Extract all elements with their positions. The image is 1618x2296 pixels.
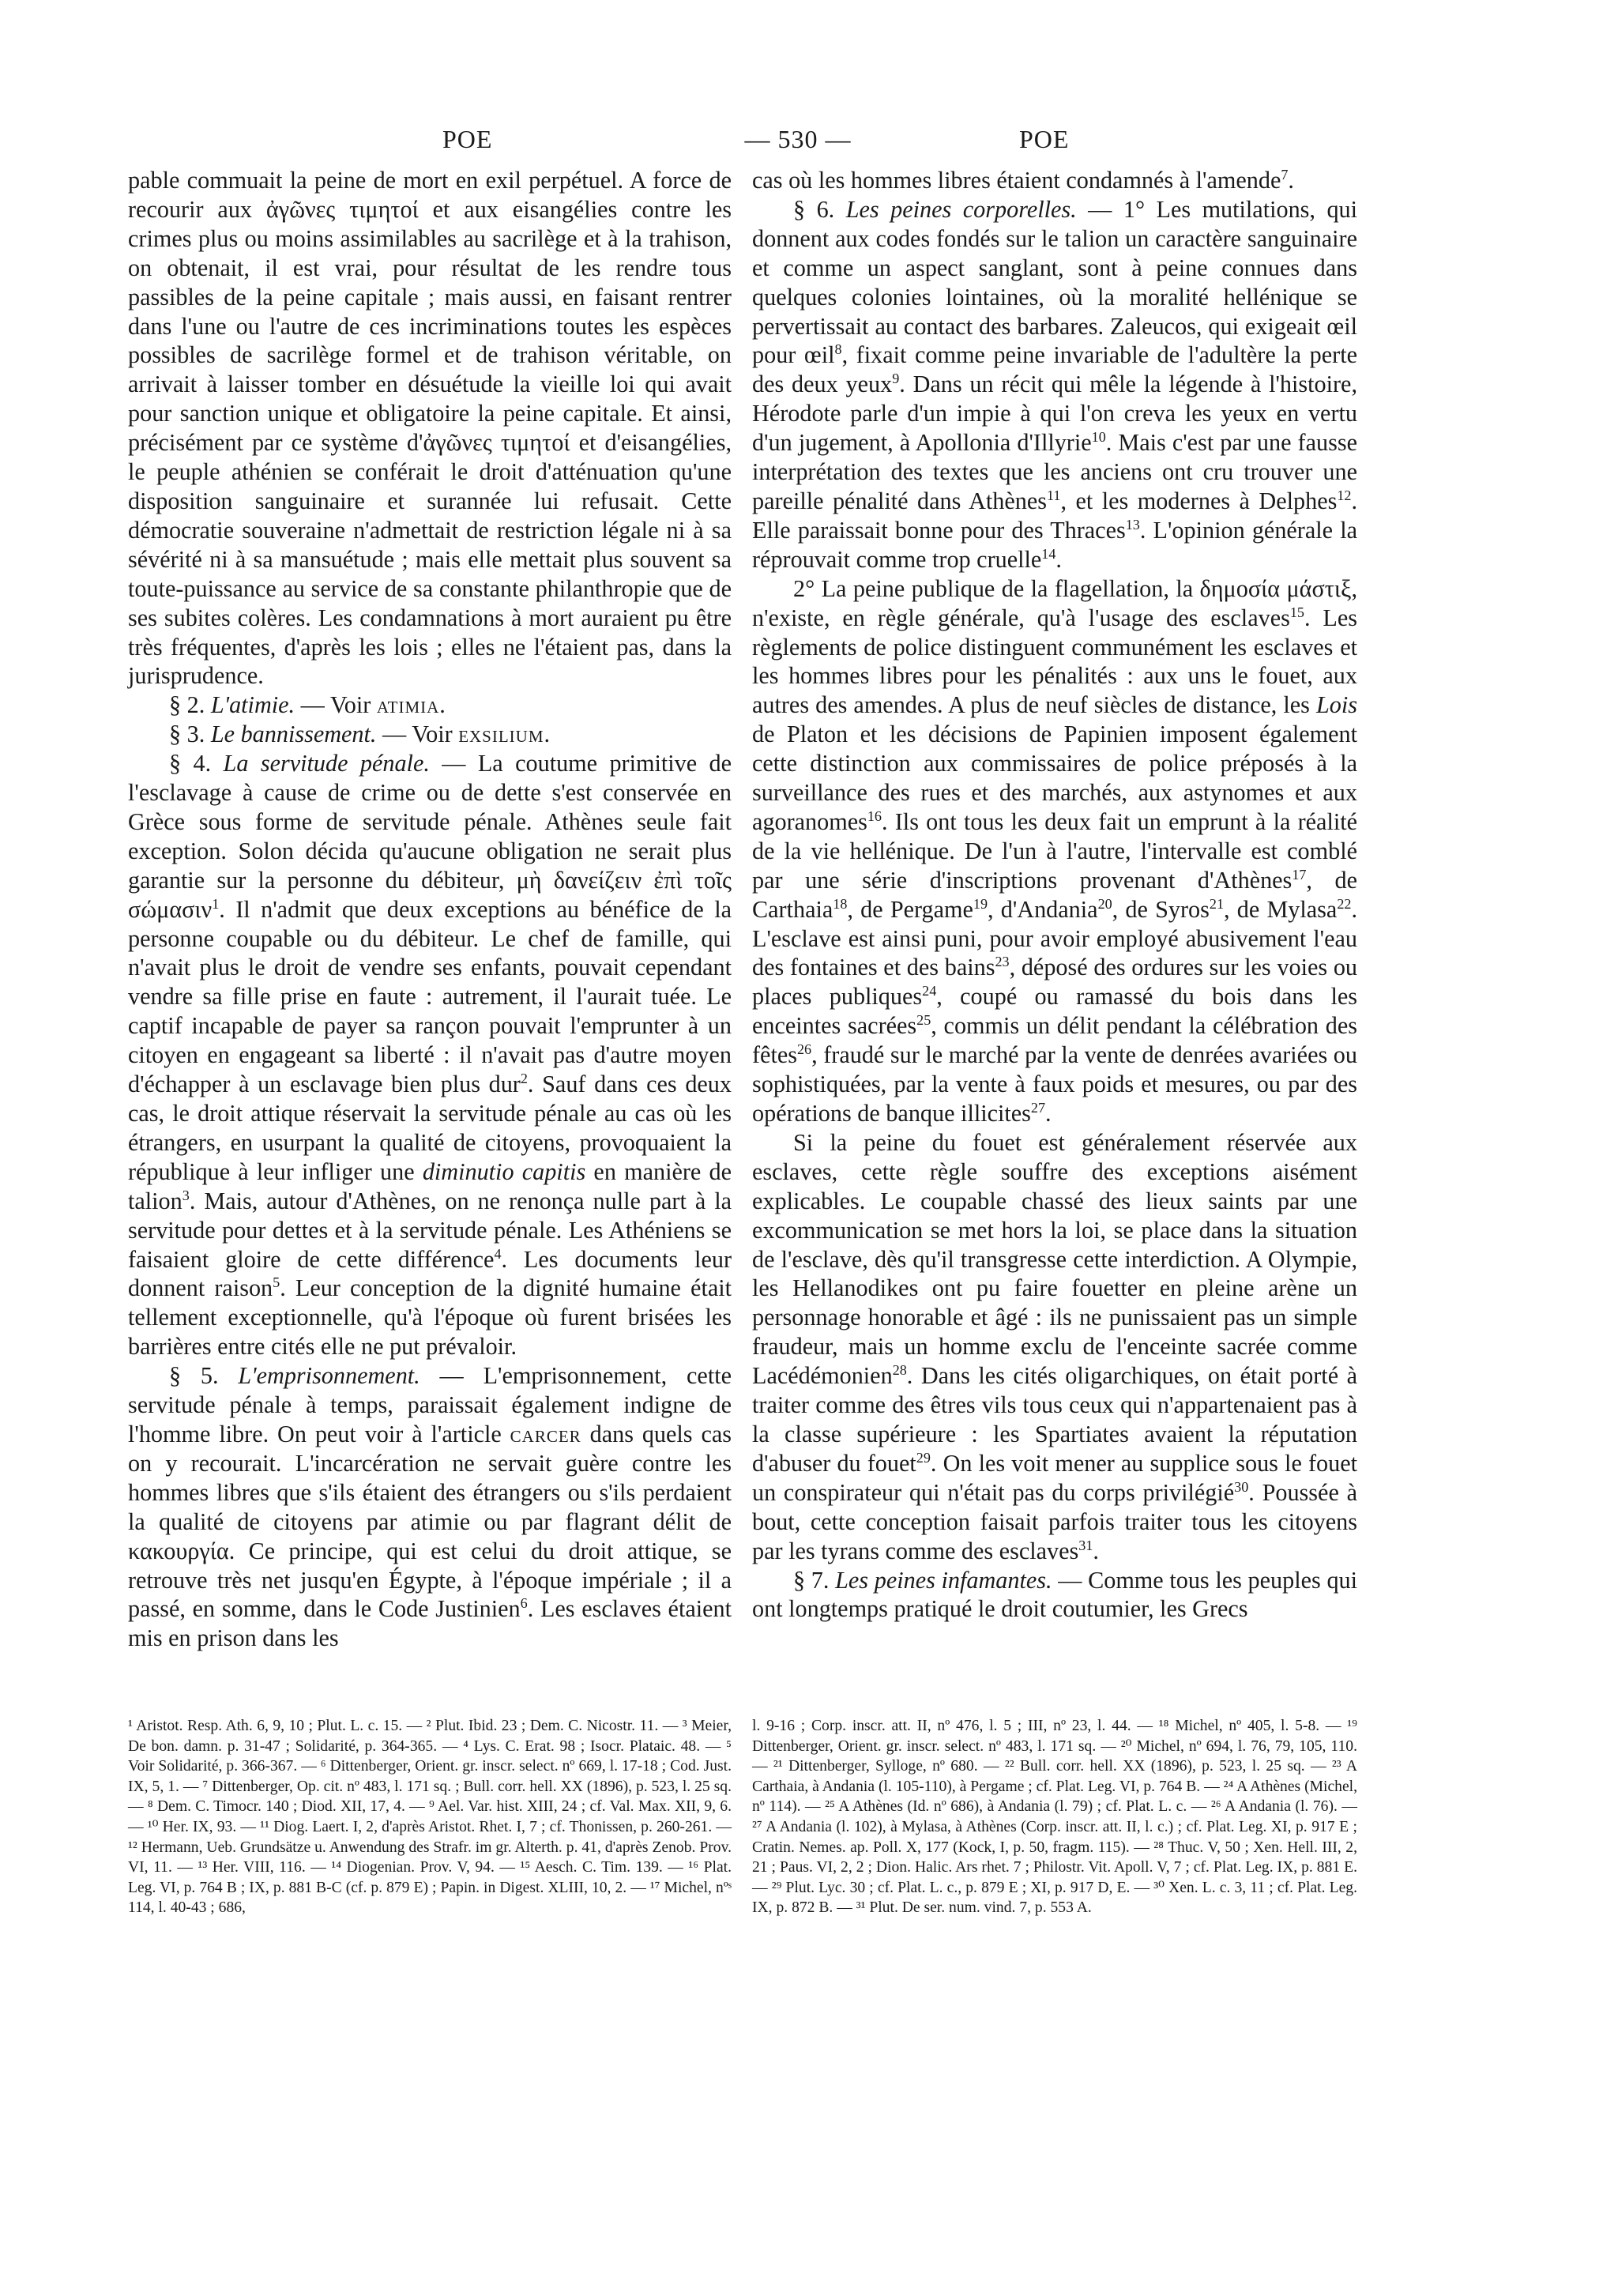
footnote-ref: 6 bbox=[520, 1595, 528, 1612]
footnote-ref: 14 bbox=[1041, 545, 1056, 562]
footnote-ref: 11 bbox=[1047, 487, 1061, 503]
section-title: La servitude pénale. bbox=[223, 750, 430, 777]
footnote-ref: 25 bbox=[916, 1012, 931, 1029]
section-number: § 2. bbox=[169, 691, 205, 719]
footnotes-left: ¹ Aristot. Resp. Ath. 6, 9, 10 ; Plut. L. c. 15. — ² Plut. Ibid. 23 ; Dem. C. Nicostr. 11. — ³ Meier, De bon. damn. p. 31-47 ; Solidarité, p. 364-365. — ⁴ Lys. C. Erat. 98 ; Isocr. Plataic. 48. — ⁵ Voir Solidarité, p. 366-367. — ⁶ Dittenberger, Orient. gr. inscr. select. nº 669, l. 17-18 ; Cod. Just. IX, 5, 1. — ⁷ Dittenberger, Op. cit. nº 483, l. 171 sq. ; Bull. corr. hell. XX (1896), p. 523, l. 25 sq. — ⁸ Dem. C. Timocr. 140 ; Diod. XII, 17, 4. — ⁹ Ael. Var. hist. XIII, 24 ; cf. Val. Max. XII, 9, 6. — ¹⁰ Her. IX, 93. — ¹¹ Diog. Laert. I, 2, d'après Aristot. Rhet. I, 7 ; cf. Thonissen, p. 260-261. — ¹² Hermann, Ueb. Grundsätze u. Anwendung des Strafr. im gr. Alterth. p. 41, d'après Zenob. Prov. VI, 11. — ¹³ Her. VIII, 116. — ¹⁴ Diogenian. Prov. V, 94. — ¹⁵ Aesch. C. Tim. 139. — ¹⁶ Plat. Leg. VI, p. 764 B ; IX, p. 881 B-C (cf. p. 879 E) ; Papin. in Digest. XLIII, 10, 2. — ¹⁷ Michel, nºˢ 114, l. 40-43 ; 686, bbox=[128, 1718, 732, 1917]
footnote-ref: 3 bbox=[182, 1187, 190, 1203]
section-number: § 7. bbox=[793, 1566, 830, 1594]
work-title: Lois bbox=[1315, 691, 1357, 719]
footnote-ref: 4 bbox=[494, 1245, 502, 1262]
footnote-ref: 8 bbox=[834, 341, 842, 358]
footnotes-right: l. 9-16 ; Corp. inscr. att. II, nº 476, l. 5 ; III, nº 23, l. 44. — ¹⁸ Michel, nº 405, l. 5-8. — ¹⁹ Dittenberger, Orient. gr. inscr. select. nº 483, l. 171 sq. — ²⁰ Michel, nº 694, l. 76, 79, 105, 110. — ²¹ Dittenberger, Sylloge, nº 680. — ²² Bull. corr. hell. XX (1896), p. 523, l. 25 sq. — ²³ A Carthaia, à Andania (l. 105-110), à Pergame ; cf. Plat. Leg. VI, p. 764 B. — ²⁴ A Athènes (Michel, nº 114). — ²⁵ A Athènes (Id. nº 686), à Andania (l. 79) ; cf. Plat. L. c. — ²⁶ A Andania (l. 76). — ²⁷ A Andania (l. 102), à Mylasa, à Athènes (Corp. inscr. att. II, l. c.) ; cf. Plat. Leg. XI, p. 917 E ; Cratin. Nemes. ap. Poll. X, 177 (Kock, I, p. 50, fragm. 115). — ²⁸ Thuc. V, 50 ; Xen. Hell. III, 2, 21 ; Paus. VI, 2, 2 ; Dion. Halic. Ars rhet. 7 ; Philostr. Vit. Apoll. V, 7 ; cf. Plat. Leg. IX, p. 881 E. — ²⁹ Plut. Lyc. 30 ; cf. Plat. L. c., p. 879 E ; XI, p. 917 D, E. — ³⁰ Xen. L. c. 3, 11 ; cf. Plat. Leg. IX, p. 872 B. — ³¹ Plut. De ser. num. vind. 7, p. 553 A. bbox=[752, 1718, 1358, 1917]
section-6-peines-corporelles: § 6. Les peines corporelles. — 1° Les mutilations, qui donnent aux codes fondés sur le talion un caractère sanguinaire et comme un aspect sanglant, sont à peine connues dans quelques colonies lointaines, où la moralité hellénique se pervertissait au contact des barbares. Zaleucos, qui exigeait œil pour œil$^8$, fixait comme peine invariable de l'adultère la perte des deux yeux$^9$. Dans un récit qui mêle la légende à l'histoire, Hérodote parle d'un impie à qui l'on creva les yeux en vertu d'un jugement, à Apollonia d'Illyrie$^{10}$. Mais c'est par une fausse interprétation des textes que les anciens ont cru trouver une pareille pénalité dans Athènes$^{11}$, et les modernes à Delphes$^{12}$. Elle paraissait bonne pour des Thraces$^{13}$. L'opinion générale la réprouvait comme trop cruelle$^{14}$. bbox=[752, 195, 1358, 573]
section-2-atimie: § 2. L'atimie. — Voir atimia. bbox=[169, 691, 446, 719]
paragraph-exceptions: Si la peine du fouet est généralement réservée aux esclaves, cette règle souffre des exceptions aisément explicables. Le coupable chassé des lieux saints par une excommunication se met hors la loi, se place dans la situation de l'esclave, dès qu'il transgresse cette interdiction. A Olympie, les Hellanodikes ont pu faire fouetter en pleine arène un personnage honorable et âgé : ils ne punissaient pas un simple fraudeur, mais un homme exclu de l'enceinte sacrée comme Lacédémonien$^{28}$. Dans les cités oligarchiques, on était porté à traiter comme des êtres vils tous ceux qui n'appartenaient pas à la classe supérieure : les Spartiates avaient la réputation d'abuser du fouet$^{29}$. On les voit mener au supplice sous le fouet un conspirateur qui n'était pas du corps privilégié$^{30}$. Poussée à bout, cette conception faisait parfois traiter tous les citoyens par les tyrans comme des esclaves$^{31}$. bbox=[752, 1128, 1357, 1564]
footnote-ref: 24 bbox=[922, 983, 937, 999]
footnote-ref: 9 bbox=[892, 371, 900, 387]
footnote-ref: 21 bbox=[1209, 895, 1225, 912]
section-title: L'atimie. bbox=[210, 691, 295, 719]
footnote-ref: 28 bbox=[892, 1362, 907, 1379]
section-title: Le bannissement. bbox=[210, 721, 377, 748]
paragraph-continuation: cas où les hommes libres étaient condamnés à l'amende$^7$. bbox=[752, 166, 1294, 194]
footnote-ref: 29 bbox=[916, 1449, 931, 1466]
footnote-ref: 20 bbox=[1097, 895, 1112, 912]
section-title: Les peines corporelles. bbox=[845, 195, 1077, 223]
section-3-bannissement: § 3. Le bannissement. — Voir exsilium. bbox=[169, 721, 551, 748]
latin-term: diminutio capitis bbox=[422, 1157, 586, 1185]
footnote-ref: 16 bbox=[867, 807, 882, 824]
section-title: Les peines infamantes. bbox=[835, 1566, 1052, 1594]
cross-reference: exsilium. bbox=[458, 721, 551, 748]
footnote-ref: 1 bbox=[212, 895, 220, 912]
footnote-ref: 12 bbox=[1337, 487, 1352, 503]
page-number: — 530 — bbox=[744, 125, 852, 153]
footnote-ref: 23 bbox=[995, 954, 1010, 970]
footnote-ref: 30 bbox=[1234, 1478, 1249, 1495]
footnote-ref: 13 bbox=[1125, 516, 1140, 533]
section-4-servitude: § 4. La servitude pénale. — La coutume primitive de l'esclavage à cause de crime ou de dette s'est conservée en Grèce sous forme de servitude pénale. Athènes seule fait exception. Solon décida qu'aucune obligation ne serait plus garantie sur la personne du débiteur, μὴ δανείζειν ἐπὶ τοῖς σώμασιν$^1$. Il n'admit que deux exceptions au bénéfice de la personne coupable ou du débiteur. Le chef de famille, qui n'avait plus le droit de vendre ses enfants, pouvait cependant vendre sa fille prise en faute : autrement, il l'aurait tuée. Le captif incapable de payer sa rançon pouvait l'emprunter à un citoyen en engageant sa liberté : il n'avait pas d'autre moyen d'échapper à un esclavage bien plus dur$^2$. Sauf dans ces deux cas, le droit attique réservait la servitude pénale au cas où les étrangers, en usurpant la qualité de citoyens, provoquaient la république à leur infliger une diminutio capitis en manière de talion$^3$. Mais, autour d'Athènes, on ne renonça nulle part à la servitude pour dettes et à la servitude pénale. Les Athéniens se faisaient gloire de cette différence$^4$. Les documents leur donnent raison$^5$. Leur conception de la dignité humaine était tellement exceptionnelle, qu'à l'époque où furent brisées les barrières entre cités elle ne put prévaloir. bbox=[128, 750, 732, 1361]
footnote-ref: 10 bbox=[1091, 429, 1106, 446]
paragraph-peine-capitale: pable commuait la peine de mort en exil perpétuel. A force de recourir aux ἀγῶνες τιμητοί et aux eisangélies contre les crimes plus ou moins assimilables au sacrilège et à la trahison, on obtenait, il est vrai, pour résultat de les rendre tous passibles de la peine capitale ; mais aussi, en faisant rentrer dans l'une ou l'autre de ces incriminations toutes les espèces possibles de sacrilège formel et de trahison véritable, on arrivait à laisser tomber en désuétude la vieille loi qui avait pour sanction unique et obligatoire la peine capitale. Et ainsi, précisément par ce système d'ἀγῶνες τιμητοί et d'eisangélies, le peuple athénien se conférait le droit d'atténuation qu'une disposition sanguinaire et surannée lui refusait. Cette démocratie souveraine n'admettait de restriction légale ni à sa sévérité ni à sa mansuétude ; mais elle mettait plus souvent sa toute-puissance au service de sa constante philanthropie que de ses subites colères. Les condamnations à mort auraient pu être très fréquentes, d'après les lois ; elles ne l'étaient pas, dans la jurisprudence. bbox=[128, 167, 732, 690]
footnote-ref: 2 bbox=[520, 1071, 528, 1087]
section-number: § 3. bbox=[169, 721, 205, 748]
footnote-ref: 5 bbox=[273, 1274, 280, 1291]
cross-reference: carcer bbox=[510, 1420, 581, 1447]
footnote-ref: 15 bbox=[1289, 604, 1304, 620]
section-7-peines-infamantes: § 7. Les peines infamantes. — Comme tous les peuples qui ont longtemps pratiqué le droit coutumier, les Grecs bbox=[752, 1566, 1358, 1623]
running-head-right: POE bbox=[1019, 125, 1070, 153]
running-head-left: POE bbox=[442, 125, 493, 153]
footnote-ref: 7 bbox=[1281, 166, 1289, 183]
footnote-ref: 26 bbox=[797, 1041, 812, 1058]
paragraph-flagellation: 2° La peine publique de la flagellation, la δημοσία μάστιξ, n'existe, en règle générale, qu'à l'usage des esclaves$^{15}$. Les règlements de police distinguent communément les esclaves et les hommes libres pour les pénalités : aux uns le fouet, aux autres des amendes. A plus de neuf siècles de distance, les Lois de Platon et les décisions de Papinien imposent également cette distinction aux commissaires de police préposés à la surveillance des rues et des marchés, aux astynomes et aux agoranomes$^{16}$. Ils ont tous les deux fait un emprunt à la réalité de la vie hellénique. De l'un à l'autre, l'intervalle est comblé par une série d'inscriptions provenant d'Athènes$^{17}$, de Carthaia$^{18}$, de Pergame$^{19}$, d'Andania$^{20}$, de Syros$^{21}$, de Mylasa$^{22}$. L'esclave est ainsi puni, pour avoir employé abusivement l'eau des fontaines et des bains$^{23}$, déposé des ordures sur les voies ou places publiques$^{24}$, coupé ou ramassé du bois dans les enceintes sacrées$^{25}$, commis un délit pendant la célébration des fêtes$^{26}$, fraudé sur le marché par la vente de denrées avariées ou sophistiquées, par la vente à faux poids et mesures, ou par des opérations de banque illicites$^{27}$. bbox=[752, 574, 1358, 1127]
section-number: § 4. bbox=[169, 750, 212, 777]
left-column bbox=[128, 166, 732, 1653]
section-5-emprisonnement: § 5. L'emprisonnement. — L'emprisonnement, cette servitude pénale à temps, paraissait également indigne de l'homme libre. On peut voir à l'article carcer dans quels cas on y recourait. L'incarcération ne servait guère contre les hommes libres que s'ils étaient des étrangers ou s'ils perdaient la qualité de citoyens par atimie ou par flagrant délit de κακουργία. Ce principe, qui est celui du droit attique, se retrouve très net jusqu'en Égypte, à l'époque impériale ; il a passé, en somme, dans le Code Justinien$^6$. Les esclaves étaient mis en prison dans les bbox=[128, 1362, 732, 1652]
section-number: § 6. bbox=[793, 195, 835, 223]
footnote-ref: 17 bbox=[1292, 866, 1307, 883]
footnote-ref: 19 bbox=[973, 895, 988, 912]
section-title: L'emprisonnement. bbox=[238, 1362, 420, 1390]
footnote-ref: 27 bbox=[1030, 1099, 1046, 1116]
section-number: § 5. bbox=[169, 1362, 219, 1390]
cross-reference: atimia. bbox=[376, 691, 446, 719]
footnote-ref: 22 bbox=[1337, 895, 1352, 912]
footnote-ref: 18 bbox=[833, 895, 848, 912]
right-column bbox=[752, 166, 1357, 1624]
footnote-ref: 31 bbox=[1078, 1537, 1093, 1553]
